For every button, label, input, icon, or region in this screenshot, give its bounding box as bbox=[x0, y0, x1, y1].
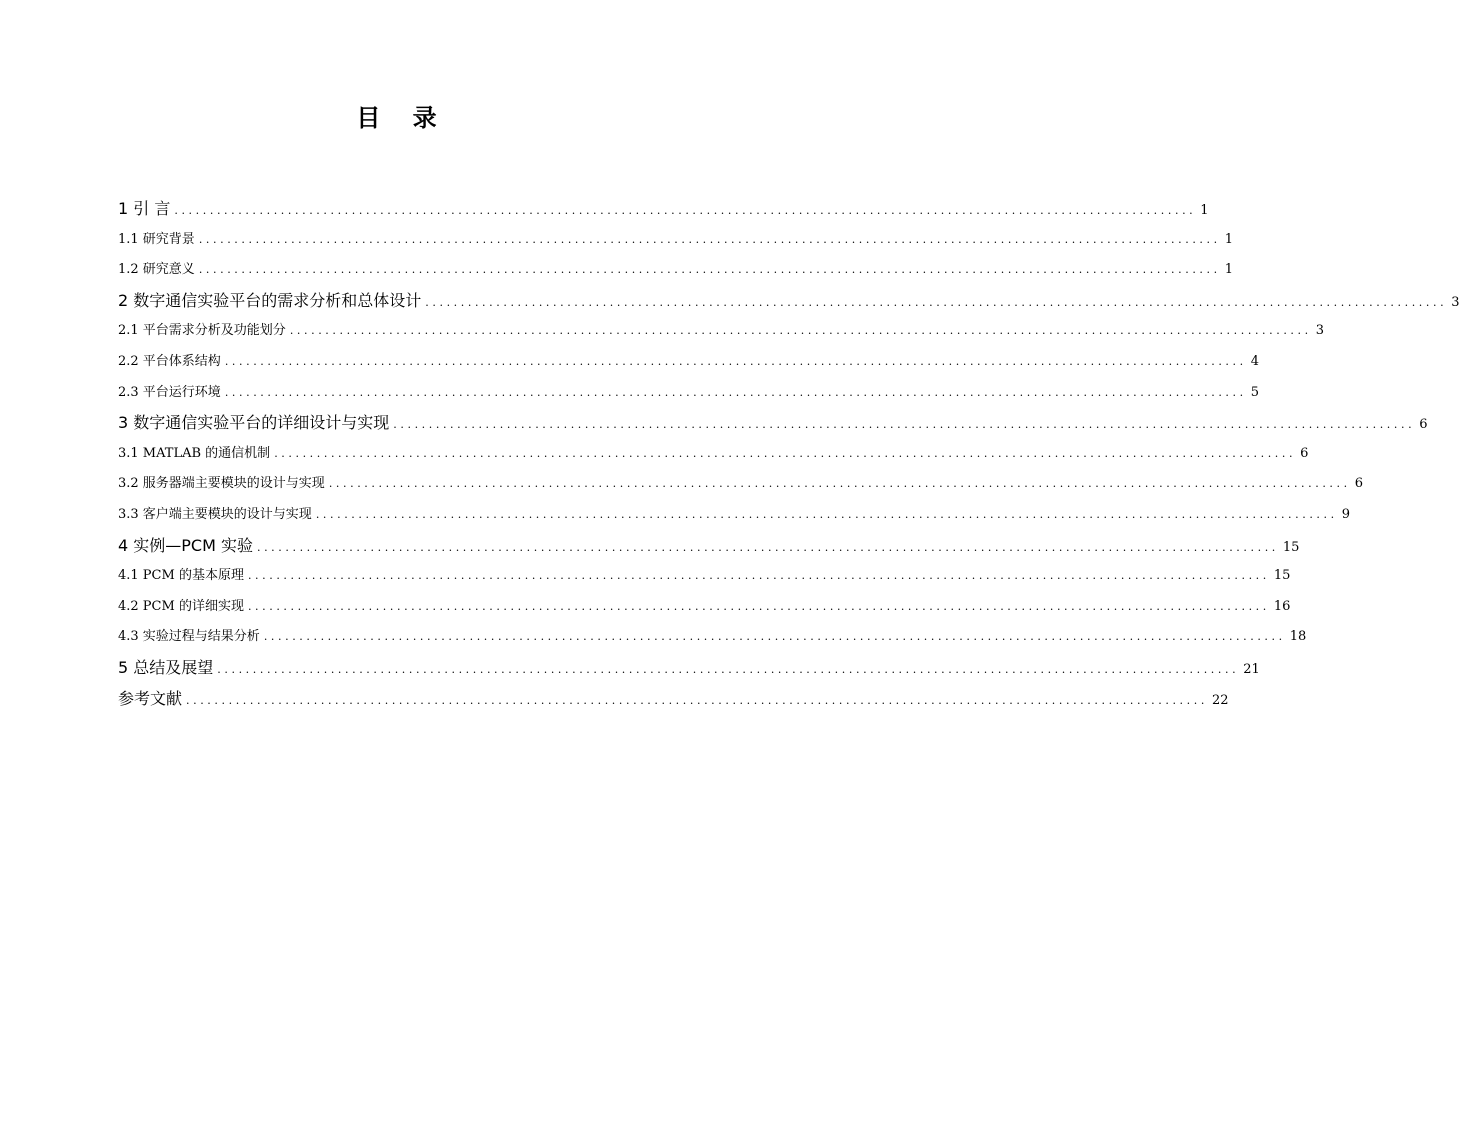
dot-leader: ................................................................................................................................................ bbox=[263, 630, 1286, 644]
toc-entry-section-1-2[interactable] bbox=[118, 255, 1234, 286]
toc-entry-page: 6 bbox=[1354, 476, 1364, 492]
dot-leader: ................................................................................................................................................ bbox=[217, 662, 1240, 676]
toc-entry-section-4-3[interactable] bbox=[118, 622, 1307, 653]
dot-leader: ................................................................................................................................................ bbox=[247, 599, 1270, 613]
dot-leader: ................................................................................................................................................ bbox=[224, 385, 1247, 399]
dot-leader: ................................................................................................................................................ bbox=[328, 477, 1351, 491]
toc-entry-label: 1.1 研究背景 bbox=[118, 231, 195, 247]
toc-entry-chapter-5[interactable] bbox=[118, 653, 1260, 684]
toc-entry-section-4-1[interactable] bbox=[118, 561, 1291, 592]
toc-entry-section-3-2[interactable] bbox=[118, 469, 1364, 500]
toc-entry-chapter-3[interactable] bbox=[118, 408, 1428, 439]
dot-leader: ................................................................................................................................................ bbox=[174, 204, 1197, 217]
dot-leader: ................................................................................................................................................ bbox=[198, 232, 1221, 246]
toc-entry-page: 15 bbox=[1273, 568, 1291, 584]
dot-leader: ................................................................................................................................................ bbox=[224, 354, 1247, 368]
toc-entry-chapter-4[interactable] bbox=[118, 531, 1300, 562]
dot-leader: ................................................................................................................................................ bbox=[256, 540, 1279, 554]
toc-entry-page: 9 bbox=[1341, 506, 1351, 522]
toc-entry-label: 3.3 客户端主要模块的设计与实现 bbox=[118, 506, 312, 522]
toc-entry-label: 参考文献 bbox=[118, 688, 183, 708]
toc-entry-page: 4 bbox=[1250, 353, 1260, 369]
toc-entry-page: 1 bbox=[1200, 203, 1209, 218]
toc-entry-label: 4.1 PCM 的基本原理 bbox=[118, 568, 244, 584]
toc-entry-label: 2.2 平台体系结构 bbox=[118, 353, 221, 369]
toc-entry-page: 22 bbox=[1211, 692, 1229, 708]
toc-entry-page: 6 bbox=[1419, 417, 1428, 433]
toc-entry-chapter-2[interactable] bbox=[118, 286, 1459, 317]
dot-leader: ................................................................................................................................................ bbox=[198, 263, 1221, 277]
toc-entry-label: 2.1 平台需求分析及功能划分 bbox=[118, 323, 286, 339]
toc-entry-label: 5 总结及展望 bbox=[118, 657, 214, 677]
toc-entry-page: 6 bbox=[1300, 445, 1309, 461]
toc-entry-page: 21 bbox=[1243, 661, 1260, 677]
toc-entry-section-3-3[interactable] bbox=[118, 500, 1351, 531]
dot-leader: ................................................................................................................................................ bbox=[247, 569, 1270, 583]
toc-entry-page: 3 bbox=[1451, 294, 1459, 310]
toc-entry-section-2-2[interactable] bbox=[118, 347, 1260, 378]
toc-entry-label: 4.2 PCM 的详细实现 bbox=[118, 598, 244, 614]
toc-entry-label: 1.2 研究意义 bbox=[118, 262, 195, 278]
toc-entry-page: 16 bbox=[1273, 598, 1291, 614]
dot-leader: ................................................................................................................................................ bbox=[425, 295, 1448, 309]
toc-entry-page: 1 bbox=[1224, 231, 1234, 247]
toc-entry-label: 2.3 平台运行环境 bbox=[118, 384, 221, 400]
page-title: 目 录 bbox=[356, 104, 449, 132]
dot-leader: ................................................................................................................................................ bbox=[186, 693, 1208, 707]
toc-entry-page: 18 bbox=[1289, 629, 1307, 645]
dot-leader: ................................................................................................................................................ bbox=[289, 324, 1312, 338]
toc-entry-label: 2 数字通信实验平台的需求分析和总体设计 bbox=[118, 290, 422, 310]
toc-entry-page: 3 bbox=[1315, 323, 1325, 339]
toc-entry-label: 4 实例—PCM 实验 bbox=[118, 535, 253, 555]
toc-entry-label: 3 数字通信实验平台的详细设计与实现 bbox=[118, 413, 390, 433]
toc-entry-section-1-1[interactable] bbox=[118, 225, 1234, 256]
dot-leader: ................................................................................................................................................ bbox=[274, 446, 1297, 460]
table-of-contents bbox=[118, 194, 1459, 714]
toc-entry-chapter-1[interactable] bbox=[118, 194, 1209, 225]
dot-leader: ................................................................................................................................................ bbox=[393, 418, 1416, 432]
toc-entry-section-4-2[interactable] bbox=[118, 592, 1291, 623]
toc-entry-label: 3.2 服务器端主要模块的设计与实现 bbox=[118, 476, 325, 492]
toc-entry-page: 5 bbox=[1250, 384, 1260, 400]
toc-entry-page: 1 bbox=[1224, 262, 1234, 278]
toc-entry-label: 3.1 MATLAB 的通信机制 bbox=[118, 445, 271, 461]
toc-entry-label: 4.3 实验过程与结果分析 bbox=[118, 629, 260, 645]
toc-entry-page: 15 bbox=[1282, 539, 1300, 555]
toc-entry-section-2-1[interactable] bbox=[118, 316, 1325, 347]
toc-entry-section-3-1[interactable] bbox=[118, 439, 1309, 470]
toc-entry-label: 1 引 言 bbox=[118, 199, 171, 218]
toc-entry-references[interactable] bbox=[118, 684, 1229, 715]
toc-entry-section-2-3[interactable] bbox=[118, 378, 1260, 409]
dot-leader: ................................................................................................................................................ bbox=[315, 507, 1338, 521]
